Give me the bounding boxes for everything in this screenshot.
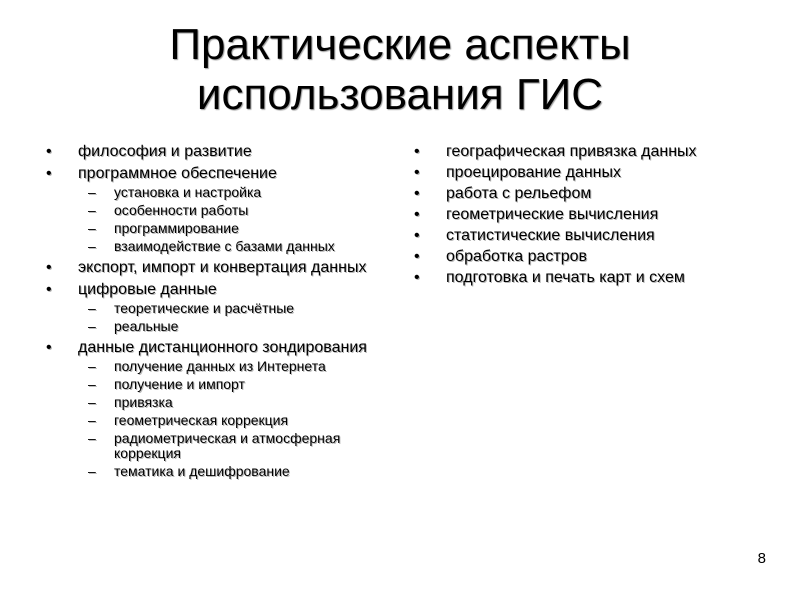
sub-item-text: взаимодействие с базами данных xyxy=(114,238,335,254)
bullet-icon: • xyxy=(46,143,52,160)
sub-list-item xyxy=(78,359,386,374)
bullet-icon: • xyxy=(414,248,420,265)
sub-list-item xyxy=(78,301,386,316)
list-item xyxy=(414,206,774,223)
sub-item-text: геометрическая коррекция xyxy=(114,412,289,428)
bullet-icon: • xyxy=(414,227,420,244)
sub-list-item xyxy=(78,239,386,254)
bullet-icon: • xyxy=(46,339,52,356)
sub-list-item xyxy=(78,464,386,479)
list-item xyxy=(46,143,386,160)
list-item-text: работа с рельефом xyxy=(446,185,592,202)
dash-icon: – xyxy=(88,300,96,316)
bullet-icon: • xyxy=(46,281,52,298)
list-item-text: статистические вычисления xyxy=(446,227,655,244)
sub-list-item xyxy=(78,413,386,428)
bullet-icon: • xyxy=(414,206,420,223)
sub-list-item xyxy=(78,203,386,218)
sub-item-text: привязка xyxy=(114,394,173,410)
dash-icon: – xyxy=(88,184,96,200)
list-item xyxy=(414,143,774,160)
slide-title xyxy=(40,20,760,120)
sub-list xyxy=(78,185,386,254)
sub-list-item xyxy=(78,319,386,334)
bullet-icon: • xyxy=(414,185,420,202)
bullet-icon: • xyxy=(414,143,420,160)
dash-icon: – xyxy=(88,358,96,374)
sub-list-item xyxy=(78,431,386,461)
list-item-text: геометрические вычисления xyxy=(446,206,659,223)
sub-item-text: особенности работы xyxy=(114,202,249,218)
bullet-icon: • xyxy=(46,165,52,182)
dash-icon: – xyxy=(88,430,96,446)
list-item-text: географическая привязка данных xyxy=(446,143,697,160)
sub-item-text: установка и настройка xyxy=(114,184,262,200)
list-item xyxy=(46,339,386,479)
list-item-text: программное обеспечение xyxy=(78,165,277,182)
dash-icon: – xyxy=(88,412,96,428)
bullet-icon: • xyxy=(414,164,420,181)
sub-item-text: получение и импорт xyxy=(114,376,245,392)
bullet-icon: • xyxy=(46,259,52,276)
dash-icon: – xyxy=(88,202,96,218)
dash-icon: – xyxy=(88,463,96,479)
sub-item-text: тематика и дешифрование xyxy=(114,463,290,479)
sub-item-text: получение данных из Интернета xyxy=(114,358,326,374)
list-item xyxy=(414,164,774,181)
left-bullet-list xyxy=(46,143,386,479)
list-item xyxy=(46,165,386,254)
sub-list-item xyxy=(78,377,386,392)
sub-list-item xyxy=(78,221,386,236)
list-item-text: проецирование данных xyxy=(446,164,621,181)
list-item-text: экспорт, импорт и конвертация данных xyxy=(78,259,367,276)
sub-list-item xyxy=(78,185,386,200)
sub-item-text: программирование xyxy=(114,220,239,236)
dash-icon: – xyxy=(88,318,96,334)
list-item-text: цифровые данные xyxy=(78,281,217,298)
list-item-text: философия и развитие xyxy=(78,143,252,160)
sub-list-item xyxy=(78,395,386,410)
list-item xyxy=(414,185,774,202)
right-bullet-list xyxy=(414,143,774,286)
list-item-text: данные дистанционного зондирования xyxy=(78,339,367,356)
sub-item-text: теоретические и расчётные xyxy=(114,300,295,316)
dash-icon: – xyxy=(88,376,96,392)
sub-item-text: радиометрическая и атмосферная коррекция xyxy=(114,430,341,461)
title-line-1: Практические аспекты xyxy=(169,20,631,69)
list-item xyxy=(414,269,774,286)
list-item xyxy=(414,248,774,265)
list-item xyxy=(46,281,386,334)
list-item xyxy=(414,227,774,244)
sub-list xyxy=(78,359,386,479)
page-number: 8 xyxy=(757,550,766,567)
dash-icon: – xyxy=(88,238,96,254)
list-item-text: обработка растров xyxy=(446,248,588,265)
title-line-2: использования ГИС xyxy=(196,70,604,119)
sub-item-text: реальные xyxy=(114,318,179,334)
sub-list xyxy=(78,301,386,334)
list-item-text: подготовка и печать карт и схем xyxy=(446,269,685,286)
dash-icon: – xyxy=(88,394,96,410)
bullet-icon: • xyxy=(414,269,420,286)
dash-icon: – xyxy=(88,220,96,236)
list-item xyxy=(46,259,386,276)
